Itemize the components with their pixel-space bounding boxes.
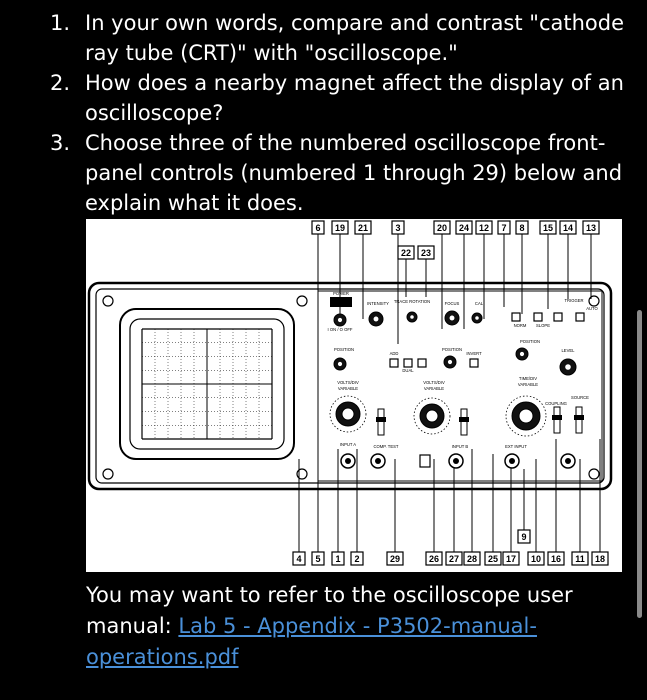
trigger-norm-button bbox=[554, 313, 562, 321]
trigger-auto-button bbox=[512, 313, 520, 321]
panel-label-variable-1: VARIABLE bbox=[337, 386, 359, 391]
panel-label-level: LEVEL bbox=[561, 348, 575, 353]
callout-number: 22 bbox=[400, 248, 412, 258]
panel-label-position-2: POSITION bbox=[441, 347, 463, 352]
panel-label-on-off: I ON / O OFF bbox=[327, 327, 353, 332]
panel-label-time-div: TIME/DIV bbox=[518, 376, 538, 381]
panel-label-norm: NORM bbox=[513, 323, 527, 328]
scrollbar[interactable] bbox=[637, 310, 642, 618]
panel-label-power: POWER bbox=[333, 291, 349, 296]
callout-number: 14 bbox=[562, 223, 574, 233]
callout-number: 16 bbox=[550, 554, 562, 564]
callout-number: 21 bbox=[357, 223, 369, 233]
callout-number: 18 bbox=[594, 554, 606, 564]
panel-label-source: SOURCE bbox=[571, 395, 589, 400]
callout-number: 5 bbox=[315, 554, 321, 564]
panel-label-intensity: INTENSITY bbox=[367, 301, 389, 306]
ground-terminal bbox=[420, 455, 430, 467]
callout-number: 26 bbox=[428, 554, 440, 564]
panel-label-volts-div-2: VOLTS/DIV bbox=[423, 380, 445, 385]
callout-number: 7 bbox=[501, 223, 507, 233]
panel-label-invert: INVERT bbox=[466, 351, 482, 356]
question-text: How does a nearby magnet affect the display of an oscilloscope? bbox=[85, 71, 624, 125]
panel-label-dual: DUAL bbox=[402, 368, 414, 373]
callout-number: 29 bbox=[389, 554, 401, 564]
trigger-slope-button bbox=[534, 313, 542, 321]
callout-number: 2 bbox=[354, 554, 360, 564]
callout-number: 28 bbox=[466, 554, 478, 564]
panel-label-auto: AUTO bbox=[586, 306, 598, 311]
callout-number: 19 bbox=[334, 223, 346, 233]
callout-number: 8 bbox=[519, 223, 525, 233]
auto-norm-button bbox=[576, 313, 584, 321]
callout-number: 17 bbox=[505, 554, 517, 564]
callout-number: 24 bbox=[458, 223, 470, 233]
manual-link[interactable]: Lab 5 - Appendix - P3502-manual-operations.pdf bbox=[86, 614, 537, 669]
panel-label-input-b: INPUT B bbox=[451, 444, 469, 449]
panel-label-focus: FOCUS bbox=[444, 301, 460, 306]
question-text: In your own words, compare and contrast "cathode ray tube (CRT)" with "oscilloscope." bbox=[85, 11, 624, 65]
panel-label-comp-test: COMP. TEST bbox=[373, 444, 399, 449]
panel-label-position-3: POSITION bbox=[519, 339, 541, 344]
mode-button bbox=[418, 359, 426, 367]
panel-label-position-1: POSITION bbox=[333, 347, 355, 352]
callout-number: 10 bbox=[530, 554, 542, 564]
callout-number: 11 bbox=[575, 554, 585, 564]
panel-label-input-a: INPUT A bbox=[339, 442, 357, 447]
question-item bbox=[50, 68, 625, 128]
panel-label-slope: SLOPE bbox=[536, 323, 550, 328]
panel-label-trace-rotation: TRACE ROTATION bbox=[393, 299, 431, 304]
panel-label-ext-input: EXT INPUT bbox=[505, 444, 527, 449]
question-number: 3. bbox=[50, 131, 71, 155]
question-number: 2. bbox=[50, 71, 71, 95]
question-list bbox=[50, 8, 625, 218]
callout-number: 3 bbox=[395, 223, 401, 233]
oscilloscope-front-panel-diagram bbox=[86, 219, 622, 572]
panel-label-variable-3: VARIABLE bbox=[517, 382, 539, 387]
callout-number: 1 bbox=[335, 554, 341, 564]
callout-number: 27 bbox=[448, 554, 460, 564]
panel-label-coupling: COUPLING bbox=[545, 401, 567, 406]
callout-number: 6 bbox=[315, 223, 321, 233]
question-number: 1. bbox=[50, 11, 71, 35]
callout-number: 9 bbox=[521, 532, 527, 542]
callout-number: 4 bbox=[296, 554, 302, 564]
dual-button bbox=[404, 359, 412, 367]
panel-label-volts-div-1: VOLTS/DIV bbox=[337, 380, 359, 385]
power-button bbox=[330, 297, 352, 307]
add-button bbox=[390, 359, 398, 367]
panel-label-trigger: TRIGGER bbox=[564, 298, 584, 303]
panel-label-variable-2: VARIABLE bbox=[423, 386, 445, 391]
question-text: Choose three of the numbered oscilloscope front-panel controls (numbered 1 through 29) below and explain what it does. bbox=[85, 131, 623, 215]
invert-button bbox=[470, 359, 478, 367]
callout-number: 25 bbox=[487, 554, 499, 564]
callout-number: 15 bbox=[542, 223, 554, 233]
panel-label-cal: CAL bbox=[474, 301, 484, 306]
callout-number: 12 bbox=[478, 223, 490, 233]
panel-label-add: ADD bbox=[389, 351, 399, 356]
question-item bbox=[50, 8, 625, 68]
callout-number: 13 bbox=[585, 223, 597, 233]
callout-number: 20 bbox=[436, 223, 448, 233]
callout-number: 23 bbox=[420, 248, 432, 258]
question-item bbox=[50, 128, 625, 218]
footer-text: You may want to refer to the oscilloscope user manual: bbox=[86, 583, 573, 638]
footer-note bbox=[86, 580, 626, 673]
